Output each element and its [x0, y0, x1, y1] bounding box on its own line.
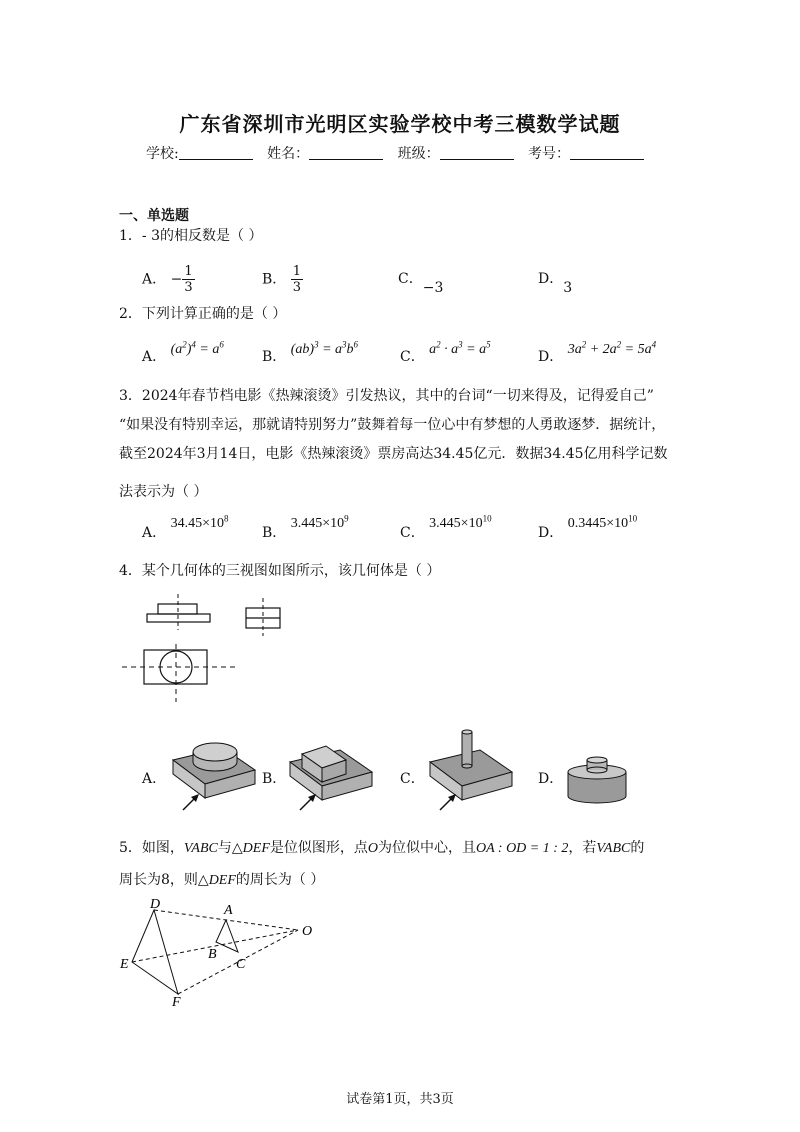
q4-option-b-label[interactable]: B．: [262, 771, 287, 787]
q3-d-label: D．: [538, 525, 564, 541]
label-a: A: [224, 903, 233, 918]
q2-d-formula: $3a^2 + 2a^2 = 5a^4$: [567, 339, 657, 357]
name-label: 姓名：: [267, 146, 310, 162]
class-label: 班级：: [397, 146, 440, 162]
q4-option-d-figure[interactable]: [562, 752, 632, 812]
q4-option-c-figure[interactable]: [424, 726, 524, 812]
q1-c-label: C．: [398, 271, 423, 287]
q5-triangle-abc-2: VABC: [596, 841, 631, 856]
q1-c-value: −3: [422, 280, 444, 296]
q5-text-g: 周长为8，则: [119, 872, 198, 888]
q3-option-d[interactable]: [538, 512, 638, 541]
q2-b-formula: $(ab)^3 = a^3b^6$: [290, 339, 359, 357]
q5-text-a: 5．如图，: [119, 840, 184, 856]
q3-c-value: [429, 513, 492, 531]
label-c: C: [236, 957, 246, 972]
q5-text-h: 的周长为（ ）: [235, 872, 325, 888]
q2-option-c[interactable]: [400, 338, 491, 365]
q4-option-b-figure[interactable]: [284, 740, 384, 812]
q4-option-c-label[interactable]: C．: [400, 771, 425, 787]
label-e: E: [120, 957, 129, 972]
school-blank[interactable]: [179, 147, 253, 160]
front-view: [147, 594, 210, 630]
q2-c-formula: $a^2 \cdot a^3 = a^5$: [429, 339, 491, 357]
q5-text-f: 的: [630, 840, 645, 856]
q2-option-b[interactable]: [262, 338, 359, 365]
q1-option-a[interactable]: [142, 264, 195, 295]
q1-option-b[interactable]: [262, 264, 303, 295]
page-footer: 试卷第1页，共3页: [346, 1092, 454, 1107]
q5-text-c: 是位似图形，点: [269, 840, 368, 856]
q2-d-label: D．: [538, 349, 564, 365]
q1-d-value: 3: [563, 280, 573, 296]
q5-text-d: 为位似中心，且: [378, 840, 476, 856]
q1-a-sign: −: [170, 271, 183, 288]
label-d: D: [150, 897, 161, 912]
q5-text-e: ，若: [568, 840, 597, 856]
question-2-stem: 2．下列计算正确的是（ ）: [119, 306, 287, 322]
label-b: B: [208, 947, 217, 962]
top-view: [122, 644, 236, 702]
q3-c-label: C．: [400, 525, 425, 541]
q3-b-label: B．: [262, 525, 287, 541]
q2-option-d[interactable]: [538, 338, 657, 365]
q5-point-o: O: [367, 841, 378, 856]
q3-d-exp: 10: [628, 513, 638, 524]
question-3-line-1: 3．2024年春节档电影《热辣滚烫》引发热议，其中的台词“一切来得及，记得爱自己”: [119, 388, 654, 404]
q2-b-label: B．: [262, 349, 287, 365]
question-5-line-2: [119, 866, 324, 895]
q3-c-base: 3.445×10: [429, 516, 483, 531]
q3-b-exp: 9: [344, 513, 349, 524]
question-3-line-3: 截至2024年3月14日，电影《热辣滚烫》票房高达34.45亿元．数据34.45亿用科学记数: [119, 446, 668, 462]
school-label: 学校:: [145, 146, 179, 162]
q3-a-value: [170, 513, 229, 531]
q1-b-label: B．: [262, 271, 287, 288]
exam-number-blank[interactable]: [570, 147, 644, 160]
q3-b-base: 3.445×10: [290, 516, 345, 531]
q3-d-base: 0.3445×10: [567, 516, 629, 531]
question-5-line-1: [119, 834, 644, 863]
label-f: F: [172, 995, 181, 1008]
q4-option-a-figure[interactable]: [165, 740, 265, 812]
q5-triangle-abc: VABC: [183, 841, 218, 856]
q4-option-d-label[interactable]: D．: [538, 771, 564, 787]
q3-a-exp: 8: [223, 513, 229, 524]
exam-number-label: 考号：: [528, 146, 571, 162]
q4-option-a-label[interactable]: A．: [142, 771, 167, 787]
side-view: [240, 596, 290, 636]
name-blank[interactable]: [309, 147, 383, 160]
q1-option-c[interactable]: [398, 268, 444, 296]
q1-b-fraction: [291, 264, 303, 295]
q1-b-den: 3: [292, 280, 302, 295]
q3-c-exp: 10: [482, 513, 492, 524]
q1-d-label: D．: [538, 271, 564, 287]
student-info-line: [0, 143, 800, 163]
class-blank[interactable]: [440, 147, 514, 160]
question-4-stem: 4．某个几何体的三视图如图所示，该几何体是（ ）: [119, 563, 441, 579]
q5-ratio: OA : OD = 1 : 2: [476, 841, 569, 856]
q2-a-label: A．: [142, 349, 167, 365]
question-1-stem: 1．- 3的相反数是（ ）: [119, 228, 263, 244]
q1-a-num: 1: [184, 264, 193, 279]
page-title: 广东省深圳市光明区实验学校中考三模数学试题: [179, 112, 621, 136]
homothety-figure: [112, 896, 332, 1008]
q1-a-label: A．: [142, 271, 167, 288]
q5-triangle-def: △DEF: [231, 841, 270, 856]
q1-b-num: 1: [292, 264, 302, 279]
q3-d-value: [567, 513, 638, 531]
q3-option-c[interactable]: [400, 512, 492, 541]
section-heading: 一、单选题: [119, 208, 189, 224]
q2-c-label: C．: [400, 349, 425, 365]
label-o: O: [302, 924, 313, 939]
question-3-line-4: 法表示为（ ）: [119, 484, 208, 500]
q3-a-label: A．: [142, 525, 167, 541]
q1-option-d[interactable]: [538, 268, 573, 296]
q5-triangle-def-2: △DEF: [197, 873, 236, 888]
q2-option-a[interactable]: [142, 338, 224, 365]
q3-b-value: [290, 513, 349, 531]
q2-a-formula: $(a^2)^4 = a^6$: [170, 339, 224, 357]
q5-text-b: 与: [217, 840, 232, 856]
q3-option-b[interactable]: [262, 512, 349, 541]
question-3-line-2: “如果没有特别幸运，那就请特别努力”鼓舞着每一位心中有梦想的人勇敢逐梦．据统计，: [119, 417, 666, 433]
q3-a-base: 34.45×10: [170, 516, 224, 531]
three-views-figure: [118, 592, 248, 704]
q1-a-den: 3: [184, 280, 193, 295]
q3-option-a[interactable]: [142, 512, 229, 541]
q1-a-fraction: [182, 264, 194, 295]
